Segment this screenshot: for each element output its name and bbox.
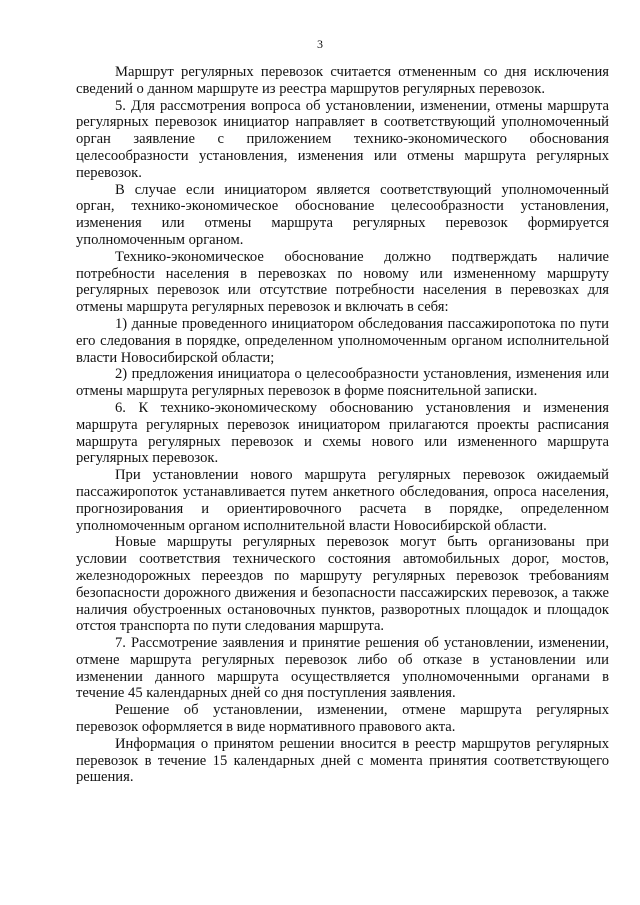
page-number: 3 xyxy=(317,37,323,51)
paragraph: Решение об установлении, изменении, отмене маршрута регулярных перевозок оформляется в виде нормативного правового акта. xyxy=(76,702,609,736)
paragraph: Маршрут регулярных перевозок считается отмененным со дня исключения сведений о данном маршруте из реестра маршрутов регулярных перевозок. xyxy=(76,64,609,97)
paragraph: В случае если инициатором является соответствующий уполномоченный орган, технико-экономическое обоснование целесообразности установления, изменения или отмены маршрута регулярных перевозок формируется уполномоченным органом. xyxy=(76,181,609,248)
paragraph: Технико-экономическое обоснование должно подтверждать наличие потребности населения в перевозках по новому или измененному маршруту регулярных перевозок или отсутствие потребности населения в перевозках для отмены маршрута регулярных перевозок и включать в себя: xyxy=(76,248,609,316)
paragraph: Новые маршруты регулярных перевозок могут быть организованы при условии соответствия технического состояния автомобильных дорог, мостов, железнодорожных переездов по маршруту регулярных перевозок требованиям безопасности дорожного движения и безопасности пассажирских перевозок, а также наличия обустроенных остановочных пунктов, разворотных площадок и площадок отстоя транспорта по пути следования маршрута. xyxy=(76,534,609,635)
paragraph: 6. К технико-экономическому обоснованию установления и изменения маршрута регулярных перевозок инициатором прилагаются проекты расписания маршрута регулярных перевозок и схемы нового или измененного маршрута регулярных перевозок. xyxy=(76,399,609,467)
list-item: 1) данные проведенного инициатором обследования пассажиропотока по пути его следования в порядке, определенном уполномоченным органом исполнительной власти Новосибирской области; xyxy=(76,315,609,366)
document-body xyxy=(76,64,609,786)
paragraph: 5. Для рассмотрения вопроса об установлении, изменении, отмены маршрута регулярных перевозок инициатор направляет в соответствующий уполномоченный орган заявление с приложением технико-экономического обоснования целесообразности установления, изменения или отмены маршрута регулярных перевозок. xyxy=(76,97,609,181)
paragraph: 7. Рассмотрение заявления и принятие решения об установлении, изменении, отмене маршрута регулярных перевозок либо об отказе в установлении или изменении данного маршрута осуществляется уполномоченными органами в течение 45 календарных дней со дня поступления заявления. xyxy=(76,635,609,702)
paragraph: При установлении нового маршрута регулярных перевозок ожидаемый пассажиропоток устанавливается путем анкетного обследования, опроса населения, прогнозирования и ориентировочного расчета в порядке, определенном уполномоченным органом исполнительной власти Новосибирской области. xyxy=(76,467,609,534)
list-item: 2) предложения инициатора о целесообразности установления, изменения или отмены маршрута регулярных перевозок в форме пояснительной записки. xyxy=(76,366,609,400)
paragraph: Информация о принятом решении вносится в реестр маршрутов регулярных перевозок в течение 15 календарных дней с момента принятия соответствующего решения. xyxy=(76,735,609,786)
